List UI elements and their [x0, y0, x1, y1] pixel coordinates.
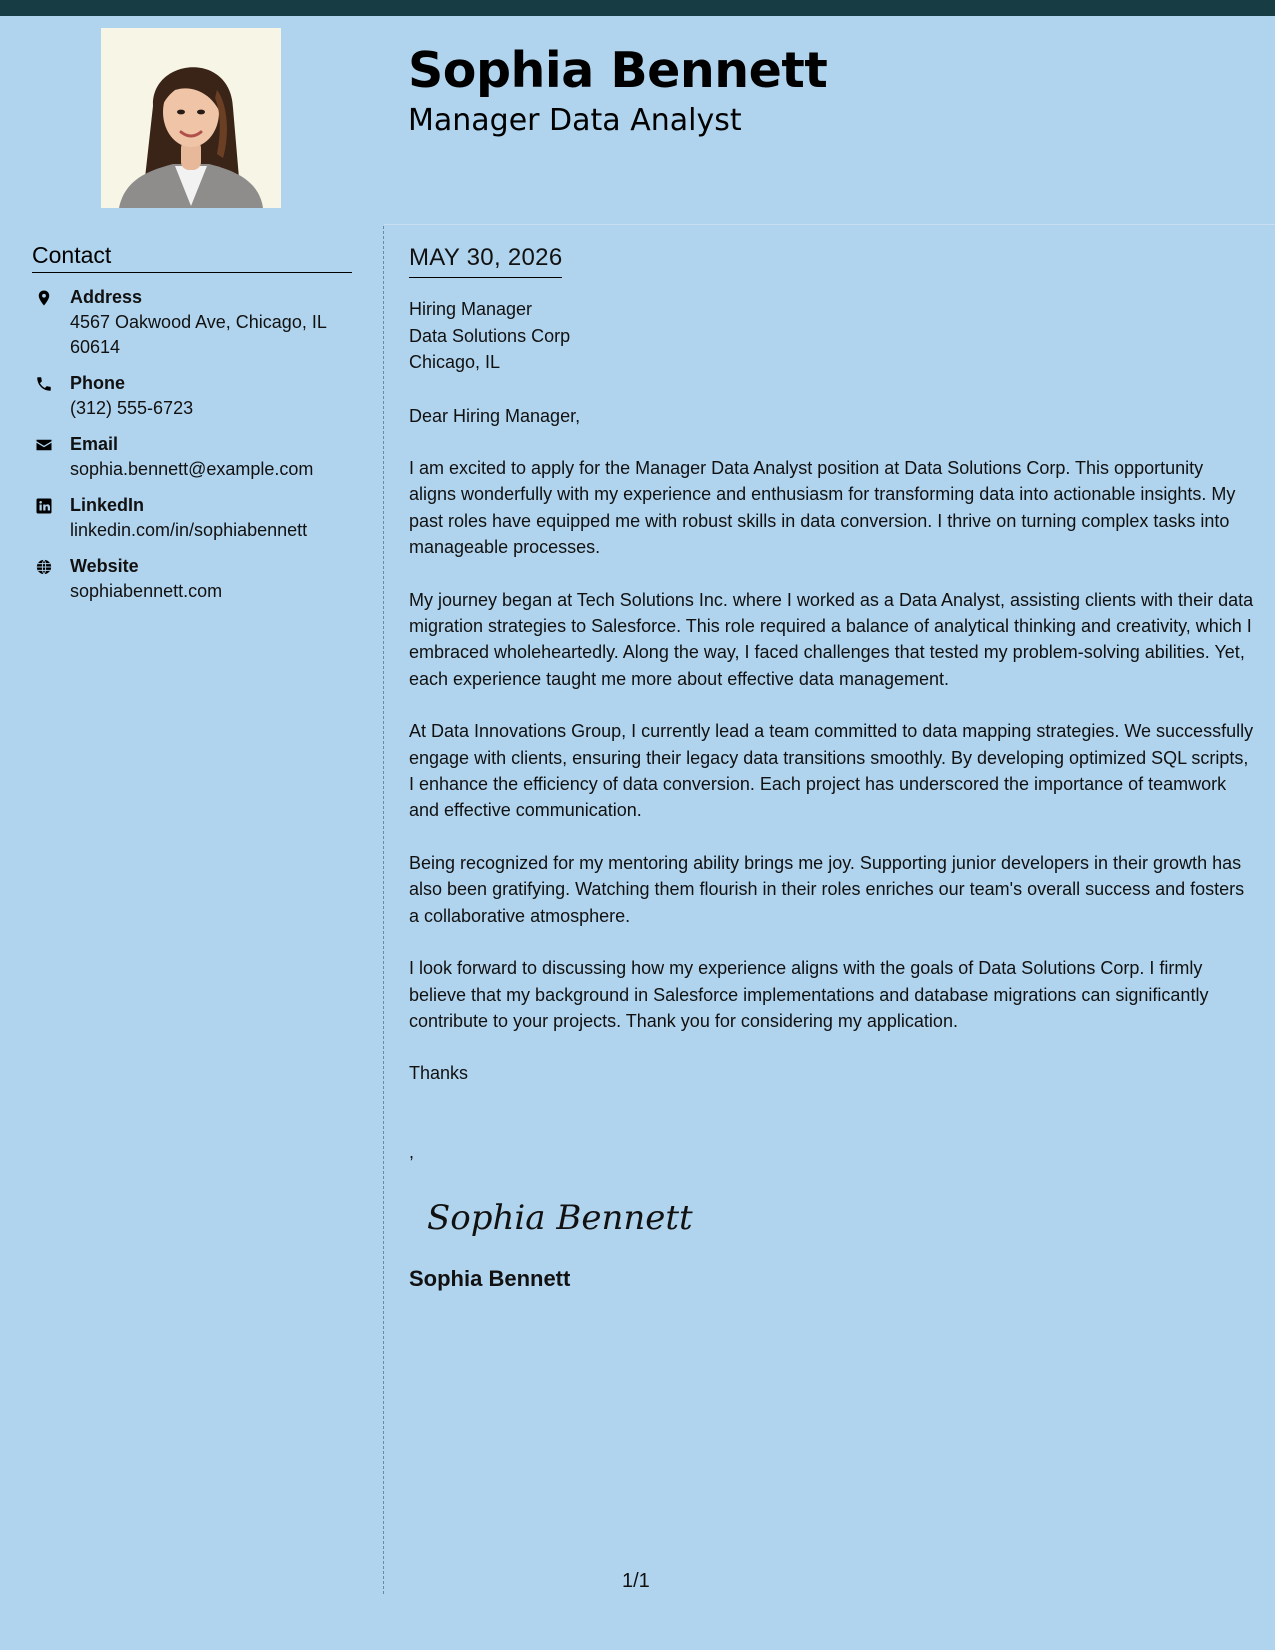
recipient-block: [409, 296, 1254, 376]
contact-item-address: [32, 285, 352, 360]
profile-photo: [101, 28, 281, 208]
contact-item-linkedin: [32, 493, 352, 543]
letter-date: MAY 30, 2026: [409, 243, 562, 278]
contact-value: (312) 555-6723: [70, 398, 194, 418]
column-divider: [383, 226, 384, 1594]
contact-value[interactable]: linkedin.com/in/sophiabennett: [70, 520, 308, 540]
salutation: Dear Hiring Manager,: [409, 405, 581, 426]
letter-body: [409, 243, 1254, 1293]
applicant-name: Sophia Bennett: [408, 42, 828, 99]
applicant-title: Manager Data Analyst: [408, 103, 742, 138]
contact-label: Phone: [70, 373, 126, 393]
letter-paragraph: Being recognized for my mentoring ability brings me joy. Supporting junior developers in their growth has also been gratifying. Watching them flourish in their roles enriches our team's overall success and fosters a collaborative atmosphere.: [409, 852, 1245, 926]
letter-paragraph: I am excited to apply for the Manager Data Analyst position at Data Solutions Corp. This opportunity aligns wonderfully with my experience and enthusiasm for transforming data into actionable insights. My past roles have equipped me with robust skills in data conversion. I thrive on turning complex tasks into manageable processes.: [409, 458, 1236, 558]
contact-item-email: [32, 432, 352, 482]
page-number: 1/1: [622, 1570, 650, 1592]
contact-label: Address: [70, 287, 143, 307]
recipient-line: Hiring Manager: [409, 299, 533, 319]
signature-text: Sophia Bennett: [427, 1198, 693, 1239]
contact-value: 4567 Oakwood Ave, Chicago, IL 60614: [70, 312, 327, 357]
recipient-line: Data Solutions Corp: [409, 325, 571, 346]
envelope-icon: [34, 435, 54, 455]
contact-label: Email: [70, 434, 119, 454]
letter-paragraph: My journey began at Tech Solutions Inc. where I worked as a Data Analyst, assisting clients with their data migration strategies to Salesforce. This role required a balance of analytical thinking and creativity, which I embraced wholeheartedly. Along the way, I faced challenges that tested my problem-solving abilities. Yet, each experience taught me more about effective data management.: [409, 589, 1254, 689]
globe-icon: [34, 557, 54, 577]
top-accent-bar: [0, 0, 1275, 16]
contact-item-website: [32, 554, 352, 604]
contact-value[interactable]: sophia.bennett@example.com: [70, 459, 314, 479]
letter-paragraph: At Data Innovations Group, I currently lead a team committed to data mapping strategies. We successfully engage with clients, ensuring their legacy data transitions smoothly. By developing optimized SQL scripts, I enhance the efficiency of data conversion. Each project has underscored the importance of teamwork and effective communication.: [409, 721, 1254, 821]
linkedin-icon: [34, 496, 54, 516]
contact-heading: Contact: [32, 240, 352, 273]
recipient-line: Chicago, IL: [409, 352, 501, 372]
contact-sidebar: [32, 240, 352, 615]
contact-item-phone: [32, 371, 352, 421]
contact-label: LinkedIn: [70, 495, 145, 515]
header-divider: [384, 224, 1275, 225]
letter-paragraph: I look forward to discussing how my experience aligns with the goals of Data Solutions Corp. I firmly believe that my background in Salesforce implementations and database migrations can significantly contribute to your projects. Thank you for considering my application.: [409, 958, 1209, 1031]
contact-label: Website: [70, 556, 139, 576]
handwritten-signature: [423, 1193, 693, 1243]
closing: Thanks: [409, 1063, 469, 1084]
contact-value[interactable]: sophiabennett.com: [70, 581, 223, 601]
closing-comma: ,: [409, 1141, 415, 1162]
contact-list: [32, 285, 352, 604]
signed-name: Sophia Bennett: [409, 1266, 571, 1292]
map-pin-icon: [34, 288, 54, 308]
phone-icon: [34, 374, 54, 394]
